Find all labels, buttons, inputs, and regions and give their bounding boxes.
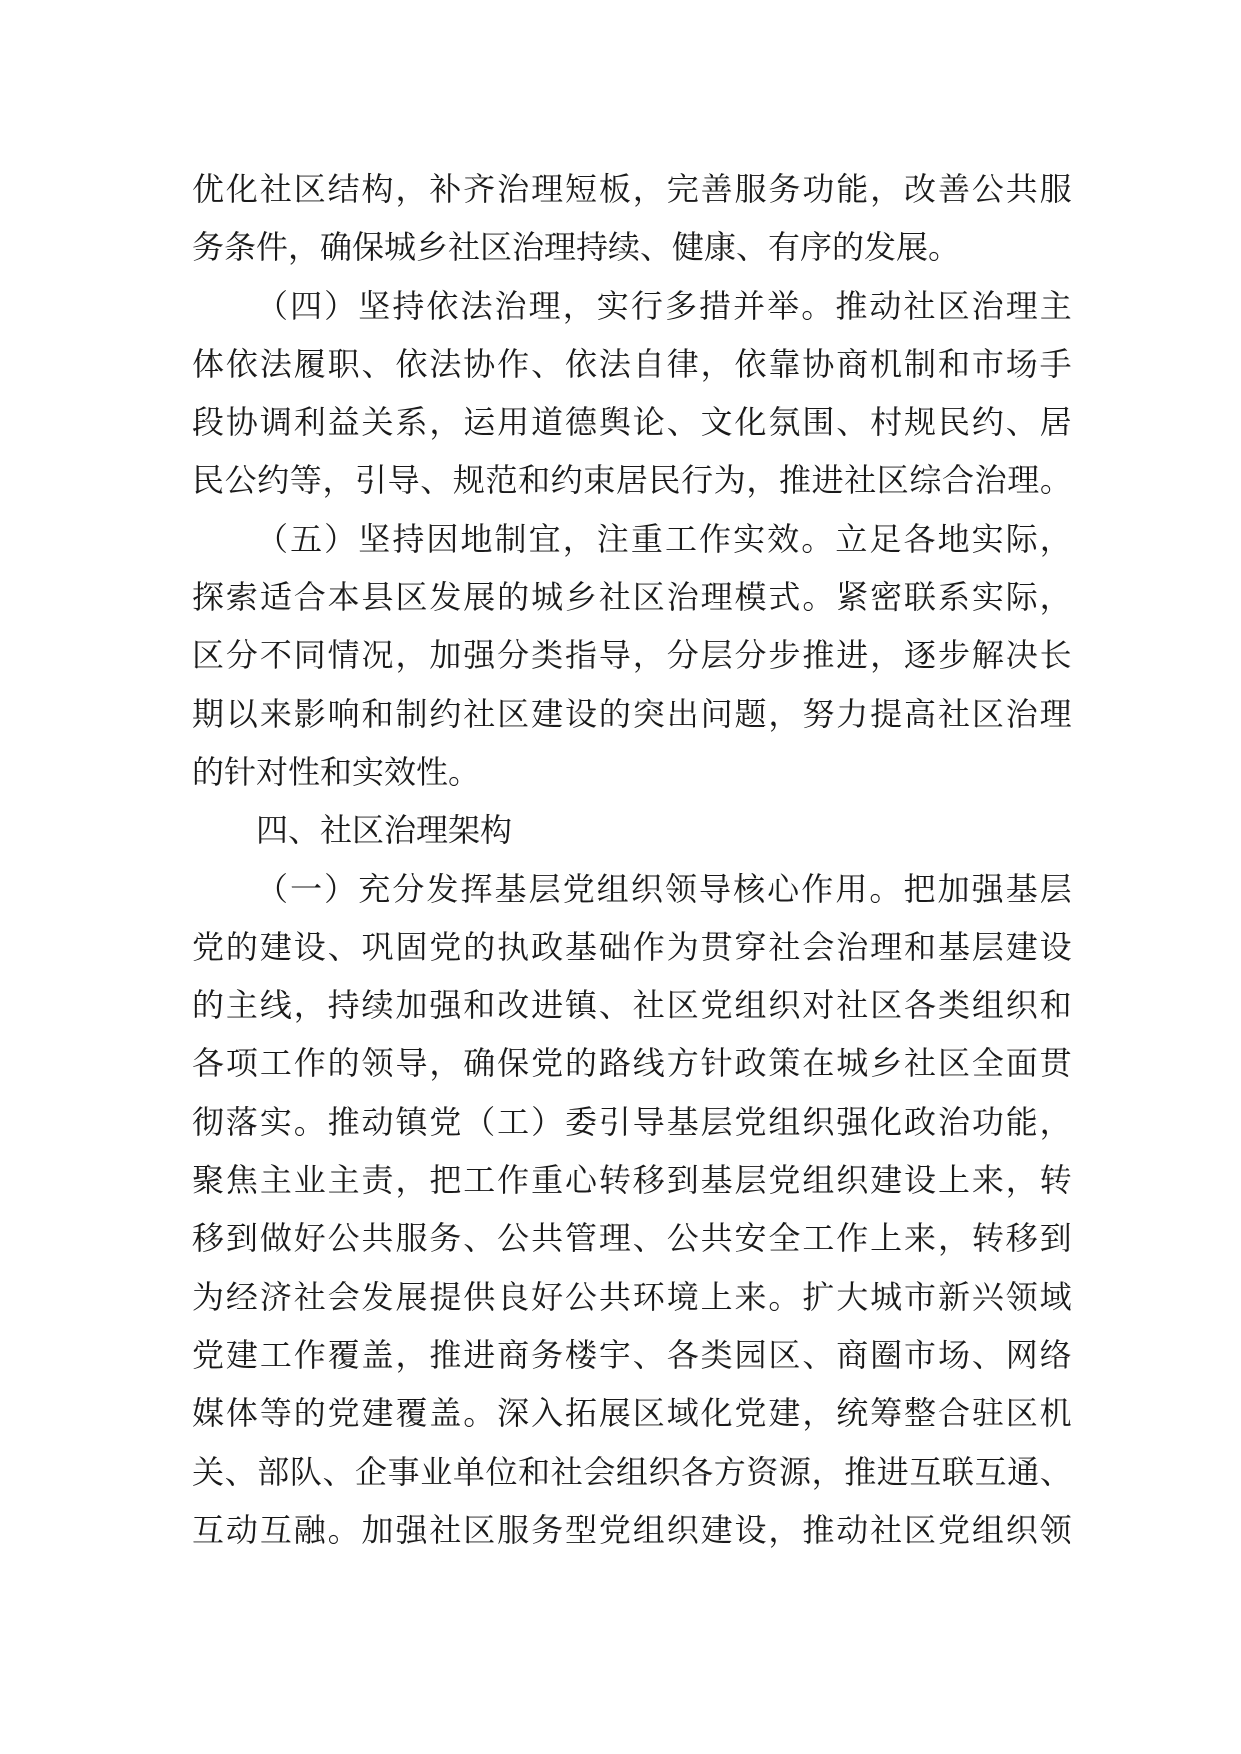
text-line: 互 动 互 融 。 加 强 社 区 服 务 型 党 组 织 建 设 ， 推 动 社 区 党 组 织 领 [192,1510,1072,1549]
text-line: 的 主 线 ， 持 续 加 强 和 改 进 镇 、 社 区 党 组 织 对 社 区 各 类 组 织 和 [192,986,1072,1025]
text-line: 媒 体 等 的 党 建 覆 盖 。 深 入 拓 展 区 域 化 党 建 ， 统 筹 整 合 驻 区 机 [192,1394,1072,1433]
text-line: （ 一 ） 充 分 发 挥 基 层 党 组 织 领 导 核 心 作 用 。 把 加 强 基 层 [256,869,1072,908]
section-heading [192,801,1072,859]
text-line: 体 依 法 履 职 、 依 法 协 作 、 依 法 自 律 ， 依 靠 协 商 机 制 和 市 场 手 [192,344,1072,383]
text-line: 关 、 部 队 、 企 事 业 单 位 和 社 会 组 织 各 方 资 源 ， 推 进 互 联 互 通 、 [192,1452,1072,1491]
text-line: （ 四 ） 坚 持 依 法 治 理 ， 实 行 多 措 并 举 。 推 动 社 区 治 理 主 [256,286,1072,325]
text-line: 民 公 约 等 ， 引 导 、 规 范 和 约 束 居 民 行 为 ， 推 进 社 区 综 合 治 理 。 [192,461,1072,500]
section-heading-text: 四、社区治理架构 [256,811,513,850]
paragraph-five [192,510,1072,801]
text-line: 的针对性和实效性。 [192,752,481,791]
text-line: 段 协 调 利 益 关 系 ， 运 用 道 德 舆 论 、 文 化 氛 围 、 村 规 民 约 、 居 [192,403,1072,442]
text-line: （ 五 ） 坚 持 因 地 制 宜 ， 注 重 工 作 实 效 。 立 足 各 地 实 际 ， [256,519,1072,558]
text-line: 彻 落 实 。 推 动 镇 党 （ 工 ） 委 引 导 基 层 党 组 织 强 化 政 治 功 能 ， [192,1102,1072,1141]
text-line: 务条件，确保城乡社区治理持续、健康、有序的发展。 [192,228,961,267]
text-line: 党 的 建 设 、 巩 固 党 的 执 政 基 础 作 为 贯 穿 社 会 治 理 和 基 层 建 设 [192,927,1072,966]
text-line: 为 经 济 社 会 发 展 提 供 良 好 公 共 环 境 上 来 。 扩 大 城 市 新 兴 领 域 [192,1277,1072,1316]
paragraph-four [192,277,1072,510]
text-line: 优 化 社 区 结 构 ， 补 齐 治 理 短 板 ， 完 善 服 务 功 能 ， 改 善 公 共 服 [192,170,1072,208]
text-line: 移 到 做 好 公 共 服 务 、 公 共 管 理 、 公 共 安 全 工 作 上 来 ， 转 移 到 [192,1219,1072,1258]
body-text [192,160,1072,1559]
paragraph-continued [192,160,1072,277]
text-line: 党 建 工 作 覆 盖 ， 推 进 商 务 楼 宇 、 各 类 园 区 、 商 圈 市 场 、 网 络 [192,1335,1072,1374]
text-line: 聚 焦 主 业 主 责 ， 把 工 作 重 心 转 移 到 基 层 党 组 织 建 设 上 来 ， 转 [192,1161,1072,1200]
text-line: 各 项 工 作 的 领 导 ， 确 保 党 的 路 线 方 针 政 策 在 城 乡 社 区 全 面 贯 [192,1044,1072,1083]
text-line: 期 以 来 影 响 和 制 约 社 区 建 设 的 突 出 问 题 ， 努 力 提 高 社 区 治 理 [192,694,1072,733]
text-line: 探 索 适 合 本 县 区 发 展 的 城 乡 社 区 治 理 模 式 。 紧 密 联 系 实 际 ， [192,578,1072,617]
text-line: 区 分 不 同 情 况 ， 加 强 分 类 指 导 ， 分 层 分 步 推 进 ， 逐 步 解 决 长 [192,636,1072,675]
paragraph-one [192,860,1072,1560]
